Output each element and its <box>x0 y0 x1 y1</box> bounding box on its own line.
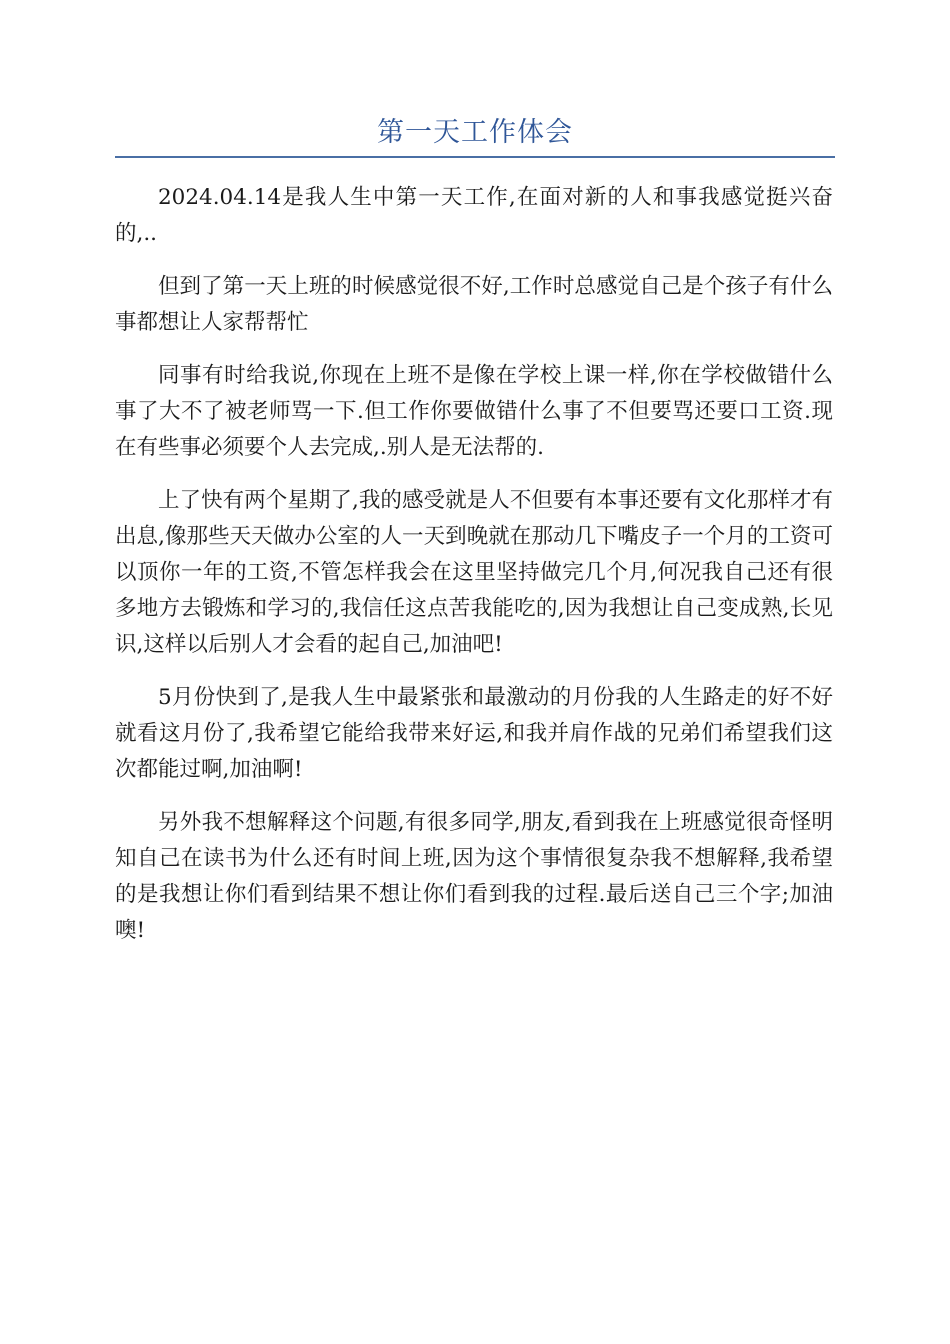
paragraph-6: 另外我不想解释这个问题,有很多同学,朋友,看到我在上班感觉很奇怪明知自己在读书为什么还有时间上班,因为这个事情很复杂我不想解释,我希望的是我想让你们看到结果不想让你们看到我的过程.最后送自己三个字;加油噢! <box>115 810 833 943</box>
document-title: 第一天工作体会 <box>377 117 573 148</box>
paragraph-4: 上了快有两个星期了,我的感受就是人不但要有本事还要有文化那样才有出息,像那些天天做办公室的人一天到晚就在那动几下嘴皮子一个月的工资可以顶你一年的工资,不管怎样我会在这里坚持做完几个月,何况我自己还有很多地方去锻炼和学习的,我信任这点苦我能吃的,因为我想让自己变成熟,长见识,这样以后别人才会看的起自己,加油吧! <box>115 488 833 657</box>
paragraph-1: 2024.04.14是我人生中第一天工作,在面对新的人和事我感觉挺兴奋的,.. <box>115 185 833 246</box>
paragraph-5: 5月份快到了,是我人生中最紧张和最激动的月份我的人生路走的好不好就看这月份了,我希望它能给我带来好运,和我并肩作战的兄弟们希望我们这次都能过啊,加油啊! <box>115 685 833 782</box>
document-body <box>115 180 833 966</box>
paragraph-3: 同事有时给我说,你现在上班不是像在学校上课一样,你在学校做错什么事了大不了被老师骂一下.但工作你要做错什么事了不但要骂还要口工资.现在有些事必须要个人去完成,.别人是无法帮的. <box>115 363 833 460</box>
paragraph-2: 但到了第一天上班的时候感觉很不好,工作时总感觉自己是个孩子有什么事都想让人家帮帮忙 <box>115 274 833 335</box>
title-block <box>115 110 835 158</box>
